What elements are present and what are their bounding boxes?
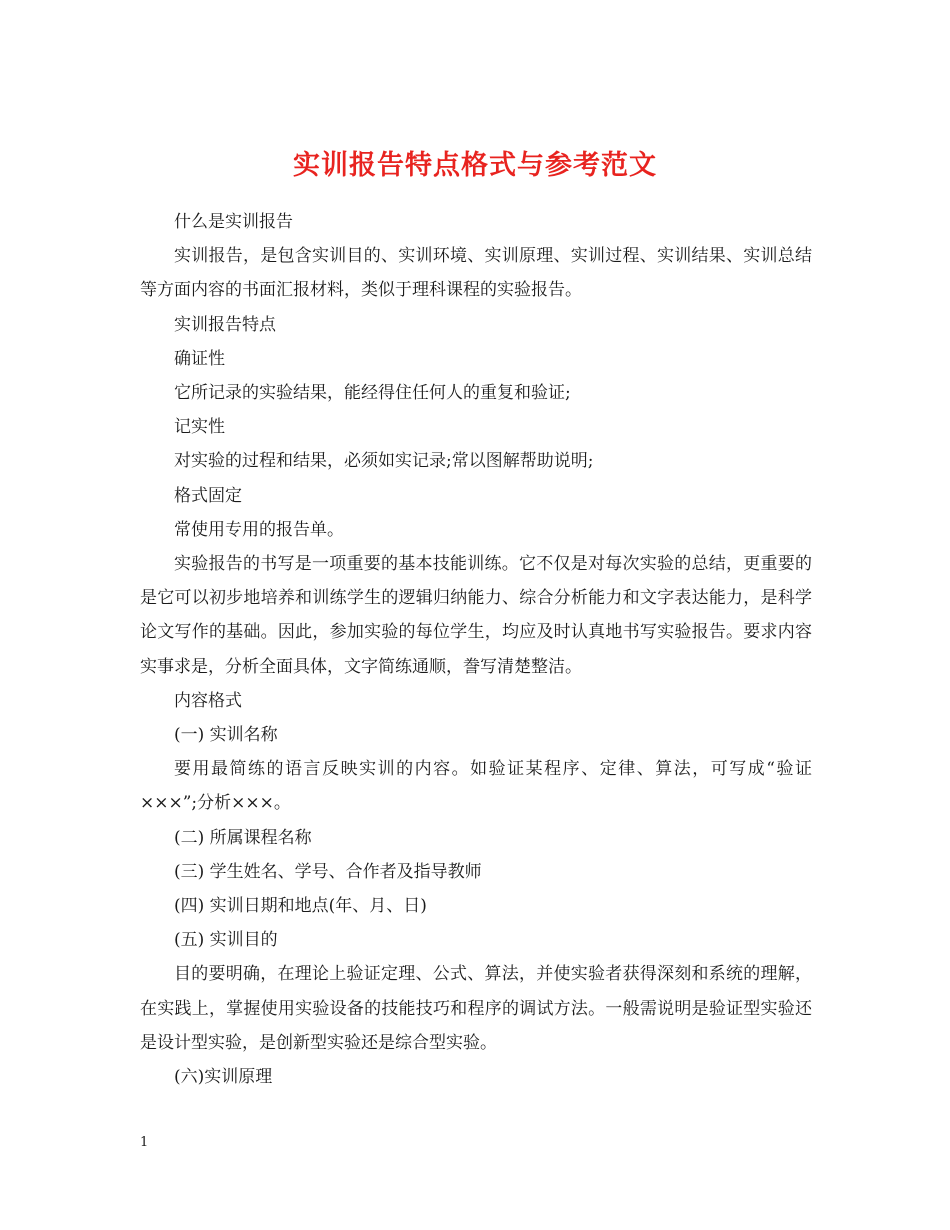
paragraph: 实训报告特点: [174, 314, 276, 335]
paragraph: 常使用专用的报告单。: [174, 519, 344, 540]
paragraph: (三) 学生姓名、学号、合作者及指导教师: [174, 861, 482, 882]
paragraph: 它所记录的实验结果，能经得住任何人的重复和验证;: [174, 383, 571, 404]
document-body: [140, 205, 812, 1094]
paragraph: 确证性: [174, 348, 225, 369]
paragraph: 目的要明确，在理论上验证定理、公式、算法，并使实验者获得深刻和系统的理解，在实践上，掌握使用实验设备的技能技巧和程序的调试方法。一般需说明是验证型实验还是设计型实验，是创新型实验还是综合型实验。: [140, 964, 812, 1053]
paragraph: (二) 所属课程名称: [174, 827, 312, 848]
paragraph: 什么是实训报告: [174, 212, 293, 232]
paragraph: (五) 实训目的: [174, 930, 278, 951]
paragraph: 要用最简练的语言反映实训的内容。如验证某程序、定律、算法，可写成“验证×××”;分析×××。: [140, 759, 812, 814]
paragraph: 实训报告，是包含实训目的、实训环境、实训原理、实训过程、实训结果、实训总结等方面内容的书面汇报材料，类似于理科课程的实验报告。: [140, 246, 812, 301]
document-title: 实训报告特点格式与参考范文: [293, 150, 657, 182]
page-number: 1: [140, 1135, 149, 1150]
paragraph: (四) 实训日期和地点(年、月、日): [174, 896, 427, 917]
paragraph: 对实验的过程和结果，必须如实记录;常以图解帮助说明;: [174, 451, 594, 472]
paragraph: (六)实训原理: [174, 1067, 273, 1088]
paragraph: 格式固定: [174, 485, 242, 506]
paragraph: 内容格式: [174, 690, 242, 711]
paragraph: 记实性: [174, 417, 225, 438]
paragraph: (一) 实训名称: [174, 725, 278, 746]
paragraph: 实验报告的书写是一项重要的基本技能训练。它不仅是对每次实验的总结，更重要的是它可以初步地培养和训练学生的逻辑归纳能力、综合分析能力和文字表达能力，是科学论文写作的基础。因此，参加实验的每位学生，均应及时认真地书写实验报告。要求内容实事求是，分析全面具体，文字简练通顺，誊写清楚整洁。: [140, 554, 812, 677]
